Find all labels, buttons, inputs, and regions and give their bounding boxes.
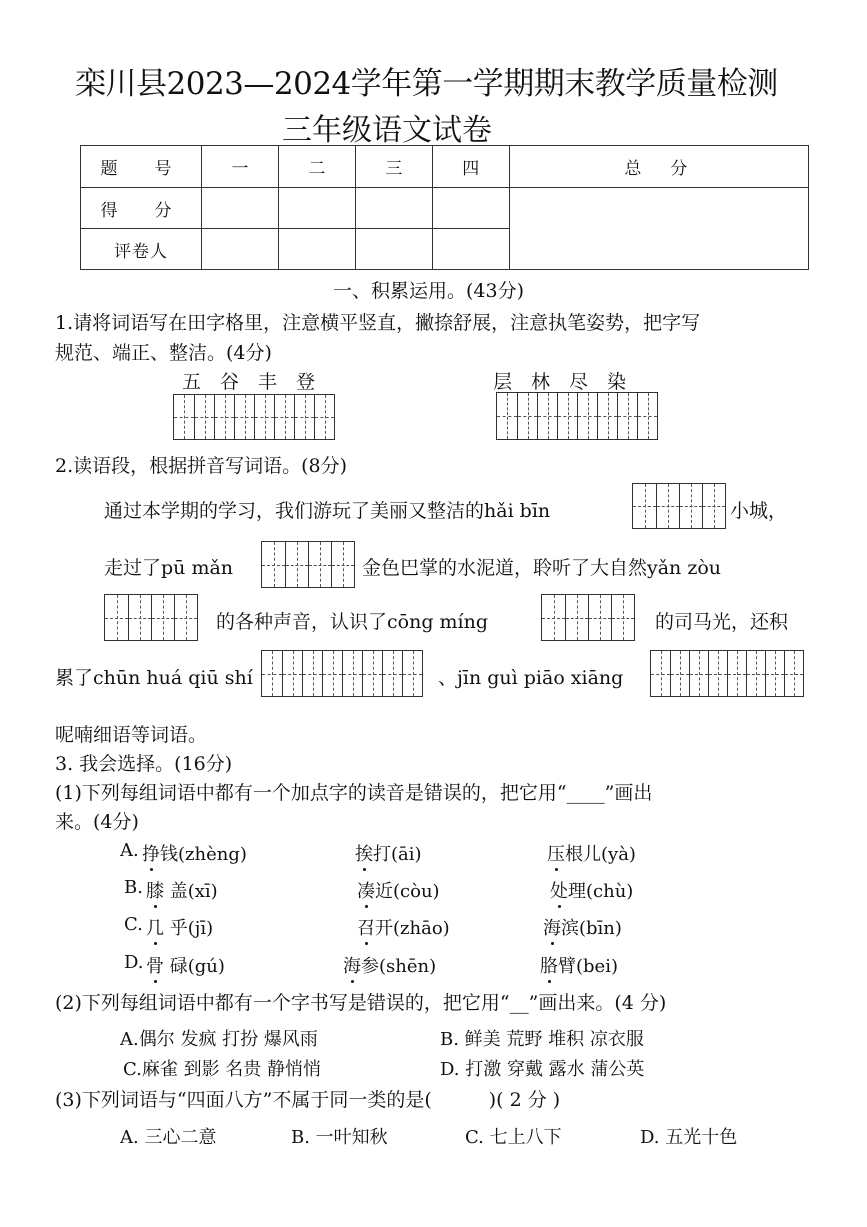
q2-line1-a: 通过本学期的学习，我们游玩了美丽又整洁的hǎi bīn [104, 500, 551, 522]
option-1-word [343, 952, 436, 978]
option-1-word [146, 877, 218, 903]
option-1-label[interactable]: A. [120, 840, 139, 861]
grader-cell[interactable] [432, 229, 509, 270]
q2-line2-a: 走过了pū mǎn [104, 557, 234, 579]
word-rest: 滨(bīn) [561, 918, 622, 939]
dotted-char: 骨 [146, 952, 164, 978]
dotted-char: 海 [343, 952, 361, 978]
q2-line3-a: 的各种声音，认识了cōng míng [216, 611, 489, 633]
option-3a[interactable]: A. 三心二意 [120, 1127, 217, 1148]
word-rest: 理(chù) [568, 881, 634, 902]
q3-sub2-text: (2)下列每组词语中都有一个字书写是错误的，把它用“__”画出来。(4 分) [55, 992, 667, 1014]
exam-subtitle: 三年级语文试卷 [282, 113, 492, 148]
dotted-char: 海 [543, 914, 561, 940]
word-rest: 乎(jī) [164, 918, 214, 939]
option-2b[interactable]: B. 鲜美 荒野 堆积 凉衣服 [440, 1029, 644, 1050]
q3-sub3-text: (3)下列词语与“四面八方”不属于同一类的是( )( 2 分 ) [55, 1089, 561, 1111]
option-1-word [142, 840, 247, 866]
answer-grid[interactable] [650, 650, 804, 697]
q3-sub1-text-1: (1)下列每组词语中都有一个加点字的读音是错误的，把它用“____”画出 [55, 782, 653, 804]
q3-sub1-text-2: 来。(4分) [55, 811, 139, 833]
row-label-question-no: 题 号 [81, 146, 202, 188]
q1-word-1: 五 谷 丰 登 [182, 371, 316, 393]
option-1-word [540, 952, 618, 978]
row-label-grader: 评卷人 [81, 229, 202, 270]
q1-text-2: 规范、端正、整洁。(4分) [55, 342, 272, 364]
grader-cell[interactable] [278, 229, 355, 270]
option-2c[interactable]: C.麻雀 到影 名贵 静悄悄 [123, 1059, 322, 1080]
col-total: 总 分 [509, 146, 808, 188]
dotted-char: 凑 [357, 877, 375, 903]
col-4: 四 [432, 146, 509, 188]
tianzige-grid[interactable] [496, 392, 658, 440]
grader-cell[interactable] [355, 229, 432, 270]
word-rest: 盖(xī) [164, 881, 218, 902]
q1-text-1: 1.请将词语写在田字格里，注意横平竖直，撇捺舒展，注意执笔姿势，把字写 [55, 312, 701, 334]
option-1-label[interactable]: C. [124, 914, 143, 935]
word-rest: 臂(bei) [558, 956, 618, 977]
option-3d[interactable]: D. 五光十色 [640, 1127, 738, 1148]
word-rest: 近(còu) [375, 881, 440, 902]
word-rest: 打(āi) [373, 844, 422, 865]
q3-text: 3. 我会选择。(16分) [55, 753, 233, 775]
option-1-word [146, 914, 213, 940]
option-2d[interactable]: D. 打激 穿戴 露水 蒲公英 [440, 1059, 645, 1080]
answer-grid[interactable] [104, 594, 198, 641]
option-1-word [357, 877, 440, 903]
word-rest: 开(zhāo) [375, 918, 450, 939]
answer-grid[interactable] [261, 541, 355, 588]
option-3b[interactable]: B. 一叶知秋 [291, 1127, 388, 1148]
option-1-word [547, 840, 636, 866]
grader-cell[interactable] [202, 229, 279, 270]
row-label-score: 得 分 [81, 188, 202, 229]
option-1-label[interactable]: B. [124, 877, 143, 898]
dotted-char: 胳 [540, 952, 558, 978]
score-cell[interactable] [432, 188, 509, 229]
option-1-word [550, 877, 633, 903]
section-heading: 一、积累运用。(43分) [333, 280, 525, 302]
q2-line5: 呢喃细语等词语。 [55, 724, 208, 746]
dotted-char: 处 [550, 877, 568, 903]
word-rest: 参(shēn) [361, 956, 437, 977]
score-cell[interactable] [355, 188, 432, 229]
dotted-char: 膝 [146, 877, 164, 903]
exam-title: 栾川县2023—2024学年第一学期期末教学质量检测 [75, 66, 778, 102]
answer-grid[interactable] [261, 650, 423, 697]
option-1-word [146, 952, 225, 978]
option-2a[interactable]: A.偶尔 发疯 打扮 爆风雨 [120, 1029, 318, 1050]
word-rest: 根儿(yà) [565, 844, 636, 865]
dotted-char: 召 [357, 914, 375, 940]
dotted-char: 几 [146, 914, 164, 940]
option-1-word [357, 914, 450, 940]
col-3: 三 [355, 146, 432, 188]
word-rest: 钱(zhèng) [160, 844, 247, 865]
col-2: 二 [278, 146, 355, 188]
score-table [80, 145, 809, 270]
answer-grid[interactable] [541, 594, 635, 641]
dotted-char: 压 [547, 840, 565, 866]
score-cell[interactable] [278, 188, 355, 229]
col-1: 一 [202, 146, 279, 188]
answer-grid[interactable] [632, 483, 726, 529]
total-score-cell[interactable] [509, 188, 808, 270]
q2-line2-b: 金色巴掌的水泥道，聆听了大自然yǎn zòu [362, 557, 722, 579]
dotted-char: 挣 [142, 840, 160, 866]
q2-line3-b: 的司马光，还积 [655, 611, 789, 633]
q2-line4-a: 累了chūn huá qiū shí [55, 667, 253, 689]
option-1-word [543, 914, 622, 940]
q2-line4-b: 、jīn guì piāo xiāng [438, 667, 624, 689]
q2-line1-b: 小城， [730, 500, 788, 522]
q2-text: 2.读语段，根据拼音写词语。(8分) [55, 455, 348, 477]
option-3c[interactable]: C. 七上八下 [465, 1127, 562, 1148]
score-cell[interactable] [202, 188, 279, 229]
option-1-label[interactable]: D. [124, 952, 144, 973]
tianzige-grid[interactable] [173, 394, 335, 440]
word-rest: 碌(gú) [164, 956, 225, 977]
option-1-word [355, 840, 422, 866]
q1-word-2: 层 林 尽 染 [493, 371, 627, 393]
dotted-char: 挨 [355, 840, 373, 866]
